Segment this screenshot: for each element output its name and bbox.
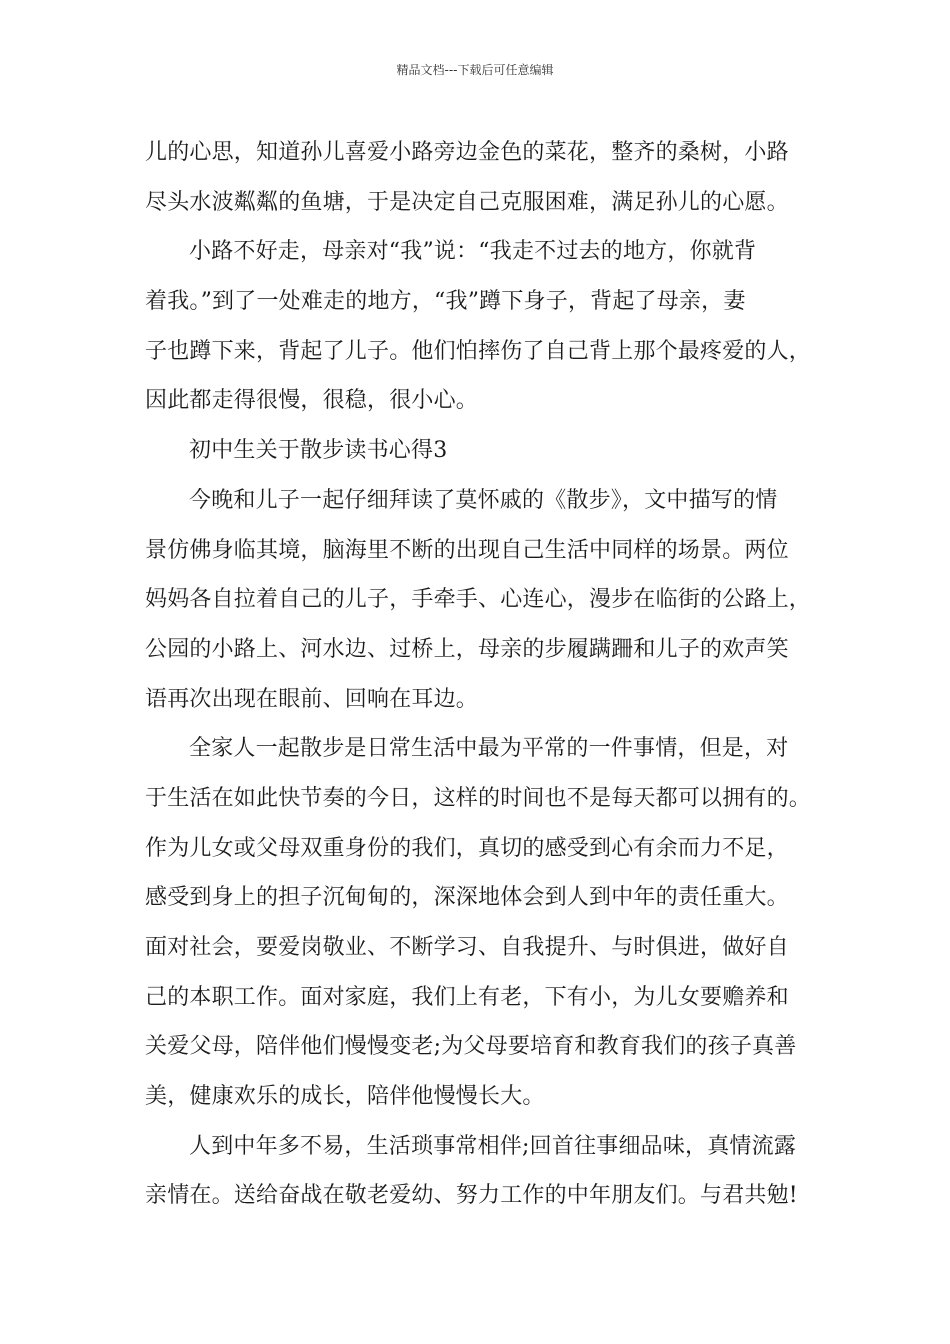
text-line: 亲情在。送给奋战在敬老爱幼、努力工作的中年朋友们。与君共勉! xyxy=(145,1183,798,1209)
text-line: 小路不好走，母亲对“我”说：“我走不过去的地方，你就背 xyxy=(189,239,757,265)
text-line: 作为儿女或父母双重身份的我们，真切的感受到心有余而力不足， xyxy=(145,835,789,861)
text-line: 人到中年多不易，生活琐事常相伴;回首往事细品味，真情流露 xyxy=(189,1133,797,1159)
text-line: 己的本职工作。面对家庭，我们上有老，下有小，为儿女要赡养和 xyxy=(145,984,789,1010)
section-title: 初中生关于散步读书心得3 xyxy=(189,438,448,464)
text-line: 子也蹲下来，背起了儿子。他们怕摔伤了自己背上那个最疼爱的人， xyxy=(145,338,812,364)
text-line: 着我。”到了一处难走的地方，“我”蹲下身子，背起了母亲，妻 xyxy=(145,289,746,315)
page-header: 精品文档---下载后可任意编辑 xyxy=(396,63,554,77)
text-line: 公园的小路上、河水边、过桥上，母亲的步履蹒跚和儿子的欢声笑 xyxy=(145,636,789,662)
text-line: 妈妈各自拉着自己的儿子，手牵手、心连心，漫步在临街的公路上， xyxy=(145,587,812,613)
text-line: 因此都走得很慢，很稳，很小心。 xyxy=(145,388,479,414)
text-line: 尽头水波粼粼的鱼塘，于是决定自己克服困难，满足孙儿的心愿。 xyxy=(145,189,789,215)
text-line: 语再次出现在眼前、回响在耳边。 xyxy=(145,686,479,712)
text-line: 于生活在如此快节奏的今日，这样的时间也不是每天都可以拥有的。 xyxy=(145,785,812,811)
text-line: 感受到身上的担子沉甸甸的，深深地体会到人到中年的责任重大。 xyxy=(145,885,789,911)
text-line: 儿的心思，知道孙儿喜爱小路旁边金色的菜花，整齐的桑树，小路 xyxy=(145,140,789,165)
text-line: 今晚和儿子一起仔细拜读了莫怀戚的《散步》，文中描写的情 xyxy=(189,487,778,513)
document-body xyxy=(145,128,820,1221)
text-line: 关爱父母，陪伴他们慢慢变老;为父母要培育和教育我们的孩子真善 xyxy=(145,1034,797,1060)
text-line: 全家人一起散步是日常生活中最为平常的一件事情，但是，对 xyxy=(189,736,789,762)
text-line: 美，健康欢乐的成长，陪伴他慢慢长大。 xyxy=(145,1084,545,1110)
text-line: 景仿佛身临其境，脑海里不断的出现自己生活中同样的场景。两位 xyxy=(145,537,789,563)
text-line: 面对社会，要爱岗敬业、不断学习、自我提升、与时俱进，做好自 xyxy=(145,935,789,960)
